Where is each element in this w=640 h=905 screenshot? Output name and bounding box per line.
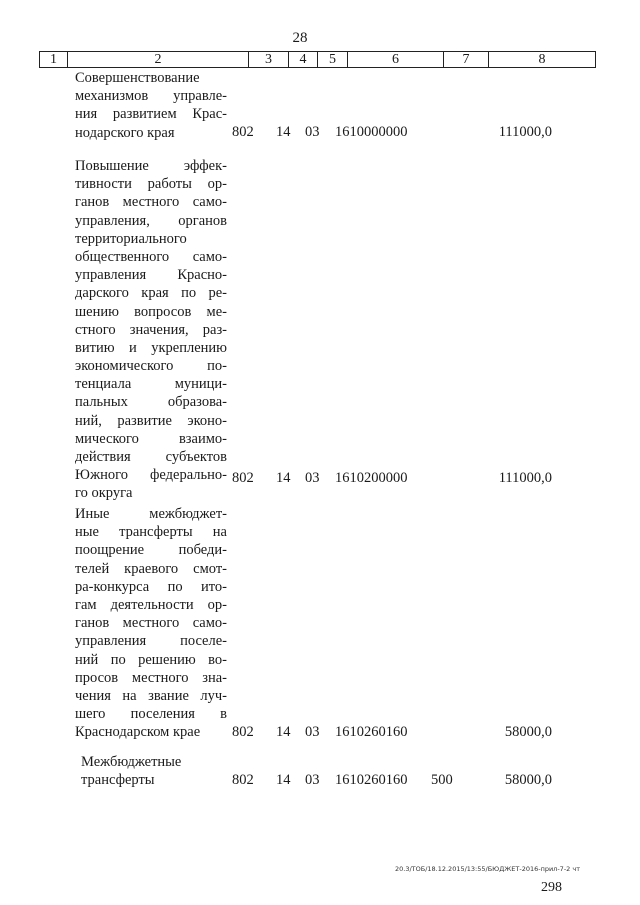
description-line: Южного федерально-	[75, 467, 227, 484]
cell-col6: 1610260160	[335, 724, 408, 740]
cell-col3: 802	[232, 724, 254, 740]
cell-col5: 03	[305, 724, 320, 740]
cell-col6: 1610000000	[335, 124, 408, 140]
description-line: пальных образова-	[75, 394, 227, 411]
column-header-7: 7	[444, 52, 489, 67]
column-header-1: 1	[40, 52, 68, 67]
description-line: ния развитием Крас-	[75, 106, 227, 123]
description-line: мического взаимо-	[75, 430, 227, 447]
cell-col8: 111000,0	[498, 124, 552, 140]
cell-col4: 14	[276, 124, 291, 140]
description-line: стного значения, раз-	[75, 321, 227, 338]
description-line: действия субъектов	[75, 449, 227, 465]
cell-col8: 111000,0	[498, 470, 552, 486]
description-line: управления поселе-	[75, 633, 227, 650]
cell-col3: 802	[232, 124, 254, 140]
description-line: гам деятельности ор-	[75, 596, 227, 613]
description-line: ные трансферты на	[75, 524, 227, 541]
description-line: управления Красно-	[75, 267, 227, 284]
description-line: чения на звание луч-	[75, 687, 227, 704]
page-number-bottom: 298	[541, 880, 562, 895]
description-line: общественного само-	[75, 248, 227, 265]
cell-col5: 03	[305, 124, 320, 140]
cell-col8: 58000,0	[504, 772, 552, 788]
column-header-row	[39, 51, 596, 68]
description-line: поощрение победи-	[75, 542, 227, 559]
description-line: ганов местного само-	[75, 615, 227, 632]
description-line: ганов местного само-	[75, 194, 227, 211]
footer-document-code: 20.3/ТОБ/18.12.2015/13:55/БЮДЖЕТ-2016-прил-7-2 чт	[394, 865, 580, 873]
cell-col5: 03	[305, 470, 320, 486]
description-line: ний по решению во-	[75, 651, 227, 668]
row-description	[75, 157, 227, 503]
cell-col4: 14	[276, 470, 291, 486]
cell-col6: 1610260160	[335, 772, 408, 788]
description-line: Совершенствование	[75, 70, 200, 86]
cell-col5: 03	[305, 772, 320, 788]
row-description	[81, 753, 233, 789]
description-line: телей краевого смот-	[75, 560, 227, 577]
description-line: тенциала муници-	[75, 376, 227, 393]
description-line: просов местного зна-	[75, 669, 227, 686]
cell-col7: 500	[431, 772, 453, 788]
description-line: дарского края по ре-	[75, 285, 227, 302]
cell-col4: 14	[276, 724, 291, 740]
row-description	[75, 505, 227, 741]
description-line: ний, развитие эконо-	[75, 412, 227, 429]
cell-col3: 802	[232, 772, 254, 788]
row-description	[75, 69, 227, 142]
description-line: Повышение эффек-	[75, 158, 227, 174]
description-line: шего поселения в	[75, 706, 227, 723]
column-header-4: 4	[289, 52, 318, 67]
description-line: экономического по-	[75, 358, 227, 375]
cell-col4: 14	[276, 772, 291, 788]
column-header-6: 6	[348, 52, 444, 67]
column-header-3: 3	[249, 52, 289, 67]
description-line: шению вопросов ме-	[75, 303, 227, 320]
description-line: трансферты	[81, 772, 155, 789]
cell-col3: 802	[232, 470, 254, 486]
description-line: территориального	[75, 230, 187, 247]
description-line: витию и укреплению	[75, 339, 227, 356]
cell-col8: 58000,0	[504, 724, 552, 740]
description-line: го округа	[75, 485, 133, 502]
description-line: Межбюджетные	[81, 754, 182, 770]
description-line: управления, органов	[75, 212, 227, 229]
description-line: тивности работы ор-	[75, 176, 227, 193]
description-line: механизмов управле-	[75, 88, 227, 105]
column-header-8: 8	[538, 52, 546, 67]
description-line: Краснодарском крае	[75, 724, 201, 741]
description-line: Иные межбюджет-	[75, 506, 227, 522]
page-number-top: 28	[292, 30, 308, 46]
description-line: нодарского края	[75, 124, 175, 141]
description-line: ра-конкурса по ито-	[75, 578, 227, 595]
cell-col6: 1610200000	[335, 470, 408, 486]
column-header-5: 5	[318, 52, 348, 67]
column-header-2: 2	[68, 52, 249, 67]
